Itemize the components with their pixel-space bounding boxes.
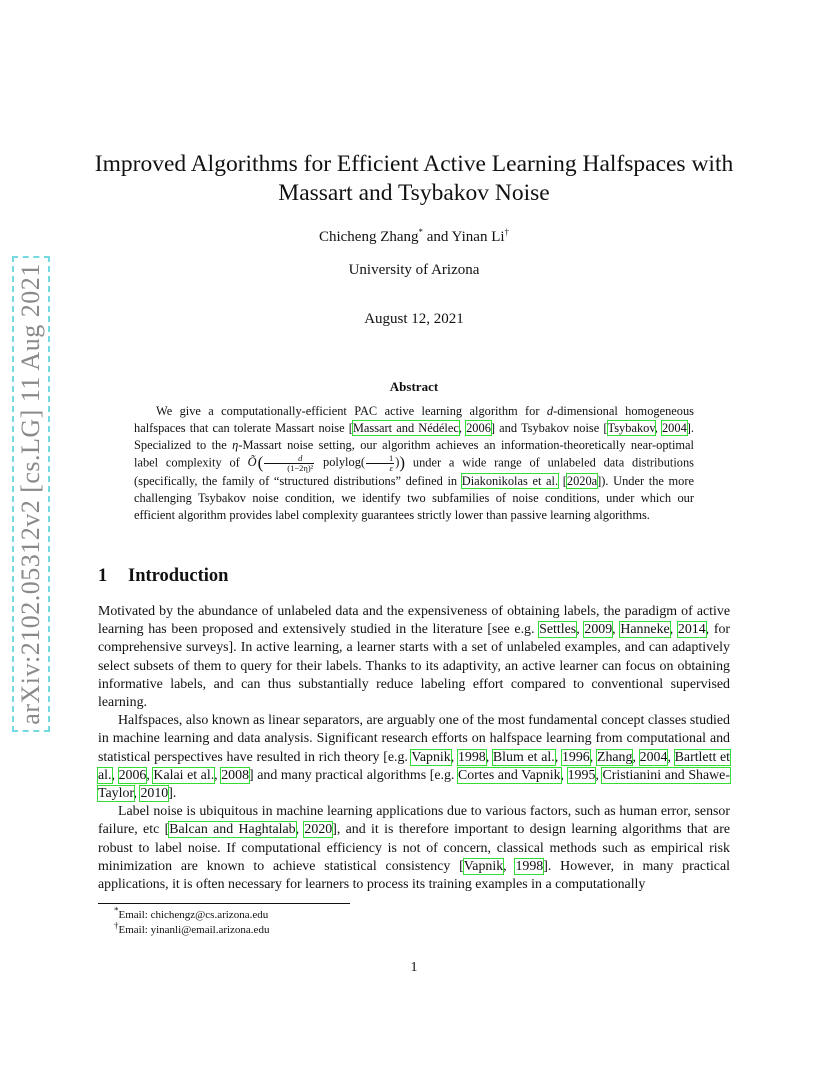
- paper-date: August 12, 2021: [364, 311, 464, 327]
- citation-balcan-year[interactable]: 2020: [304, 822, 333, 838]
- math-eta: η: [232, 438, 239, 452]
- paper-title-line-2: Massart and Tsybakov Noise: [278, 180, 550, 206]
- citation-tsybakov[interactable]: Tsybakov: [607, 421, 655, 435]
- footnote-1: [114, 905, 269, 923]
- introduction-body: [98, 603, 730, 894]
- citation-blum[interactable]: Blum et al.: [492, 749, 555, 765]
- citation-cristianini-year[interactable]: 2010: [140, 786, 169, 802]
- citation-massart-nedelec-year[interactable]: 2006: [466, 421, 491, 435]
- citation-cristianini[interactable]: Cristianini and Shawe-Taylor: [98, 767, 730, 802]
- citation-cortes-vapnik-year[interactable]: 1995: [567, 767, 596, 783]
- section-heading-introduction: [98, 566, 228, 587]
- author-1-footnote-mark[interactable]: *: [418, 227, 424, 237]
- paper-title-line-1: Improved Algorithms for Efficient Active Learning Halfspaces with: [94, 151, 734, 177]
- citation-zhang[interactable]: Zhang: [596, 749, 633, 765]
- abstract-heading: Abstract: [389, 379, 439, 394]
- citation-vapnik-2[interactable]: Vapnik: [463, 858, 504, 874]
- citation-kalai[interactable]: Kalai et al.: [153, 767, 215, 783]
- footnote-1-mark: *: [114, 905, 119, 916]
- citation-diakonikolas-year[interactable]: 2020a: [566, 474, 598, 488]
- footnote-2-mark: †: [114, 920, 119, 931]
- fraction-d-over-eta: $\frac{d}{\text{(1−2η)²}}$: [264, 454, 314, 473]
- affiliation: University of Arizona: [348, 262, 480, 278]
- citation-zhang-year[interactable]: 2004: [639, 749, 668, 765]
- paper-title: [80, 150, 748, 208]
- authors: [0, 229, 828, 246]
- page-number: 1: [410, 960, 418, 975]
- abstract-paragraph: We give a computationally-efficient PAC active learning algorithm for d-dimensional homogeneous halfspaces that can tolerate Massart noise [Massart and Nédélec, 2006] and Tsybakov noise [Tsybakov, 2004]. Specialized to the η-Massart noise setting, our algorithm achieves an information-theoretically near-optimal label complexity of Õ ( $\frac{d}{\text{(1−2η)²}}$ polylog( $\frac{1}{\varepsilon}$ )) under a wide range of unlabeled data distributions (specifically, the family of “structured distributions” defined in Diakonikolas et al. [2020a]). Under the more challenging Tsybakov noise condition, we identify two subfamilies of noise conditions, under which our efficient algorithm provides label complexity guarantees strictly lower than passive learning algorithms.: [134, 404, 694, 522]
- footnote-2-text: Email: yinanli@email.arizona.edu: [118, 924, 270, 936]
- citation-hanneke-year[interactable]: 2014: [677, 622, 706, 638]
- arxiv-stamp-text: arXiv:2102.05312v2 [cs.LG] 11 Aug 2021: [16, 263, 45, 725]
- authors-and: and: [423, 229, 452, 245]
- footnote-2: [114, 920, 270, 938]
- section-number: 1: [98, 566, 108, 586]
- citation-diakonikolas[interactable]: Diakonikolas et al.: [461, 474, 559, 488]
- intro-paragraph-3: Label noise is ubiquitous in machine learning applications due to various factors, such as human error, sensor failure, etc [Balcan and Haghtalab, 2020], and it is therefore important to design learning algorithms that are robust to label noise. If computational efficiency is not of concern, classical methods such as empirical risk minimization are known to achieve statistical consistency [Vapnik, 1998]. However, in many practical applications, it is often necessary for learners to process its training examples in a computationally: [98, 804, 730, 893]
- author-2-footnote-mark[interactable]: †: [504, 227, 510, 237]
- intro-paragraph-1: Motivated by the abundance of unlabeled data and the expensiveness of obtaining labels, the paradigm of active learning has been proposed and extensively studied in the literature [see e.g. Settles, 2009, Hanneke, 2014, for comprehensive surveys]. In active learning, a learner starts with a set of unlabeled examples, and can adaptively select subsets of them to query for their labels. Thanks to its adaptivity, an active learner can focus on obtaining informative labels, and can thus substantially reduce labeling effort compared to conventional supervised learning.: [98, 604, 731, 711]
- author-1-name: Chicheng Zhang: [318, 229, 419, 245]
- footnotes: [114, 905, 270, 938]
- citation-kalai-year[interactable]: 2008: [221, 767, 250, 783]
- author-2-name: Yinan Li: [451, 229, 505, 245]
- citation-settles-year[interactable]: 2009: [584, 622, 613, 638]
- citation-blum-year[interactable]: 1996: [561, 749, 590, 765]
- label-complexity-formula: Õ ( $\frac{d}{\text{(1−2η)²}}$ polylog( $\frac{1}{\varepsilon}$ )): [247, 453, 406, 473]
- citation-bartlett[interactable]: Bartlett et al.: [98, 749, 731, 783]
- intro-paragraph-2: Halfspaces, also known as linear separators, are arguably one of the most fundamental concept classes studied in machine learning and data analysis. Significant research efforts on halfspace learning from computational and statistical perspectives have resulted in rich theory [e.g. Vapnik, 1998, Blum et al., 1996, Zhang, 2004, Bartlett et al., 2006, Kalai et al., 2008] and many practical algorithms [e.g. Cortes and Vapnik, 1995, Cristianini and Shawe-Taylor, 2010].: [98, 713, 731, 802]
- citation-vapnik-2-year[interactable]: 1998: [515, 858, 544, 874]
- citation-vapnik[interactable]: Vapnik: [411, 749, 451, 765]
- abstract-body: [134, 403, 694, 524]
- citation-cortes-vapnik[interactable]: Cortes and Vapnik: [457, 767, 561, 783]
- math-d: d: [546, 404, 554, 418]
- citation-bartlett-year[interactable]: 2006: [118, 767, 147, 783]
- footnote-1-text: Email: chichengz@cs.arizona.edu: [118, 909, 269, 921]
- fraction-one-over-epsilon: $\frac{1}{\varepsilon}$: [366, 454, 394, 473]
- citation-hanneke[interactable]: Hanneke: [620, 622, 670, 638]
- section-title: Introduction: [128, 566, 229, 586]
- citation-vapnik-year[interactable]: 1998: [457, 749, 486, 765]
- citation-settles[interactable]: Settles: [539, 622, 577, 638]
- footnote-rule: [98, 903, 350, 904]
- citation-massart-nedelec[interactable]: Massart and Nédélec: [352, 421, 459, 435]
- citation-balcan[interactable]: Balcan and Haghtalab: [169, 822, 296, 838]
- citation-tsybakov-year[interactable]: 2004: [661, 421, 687, 435]
